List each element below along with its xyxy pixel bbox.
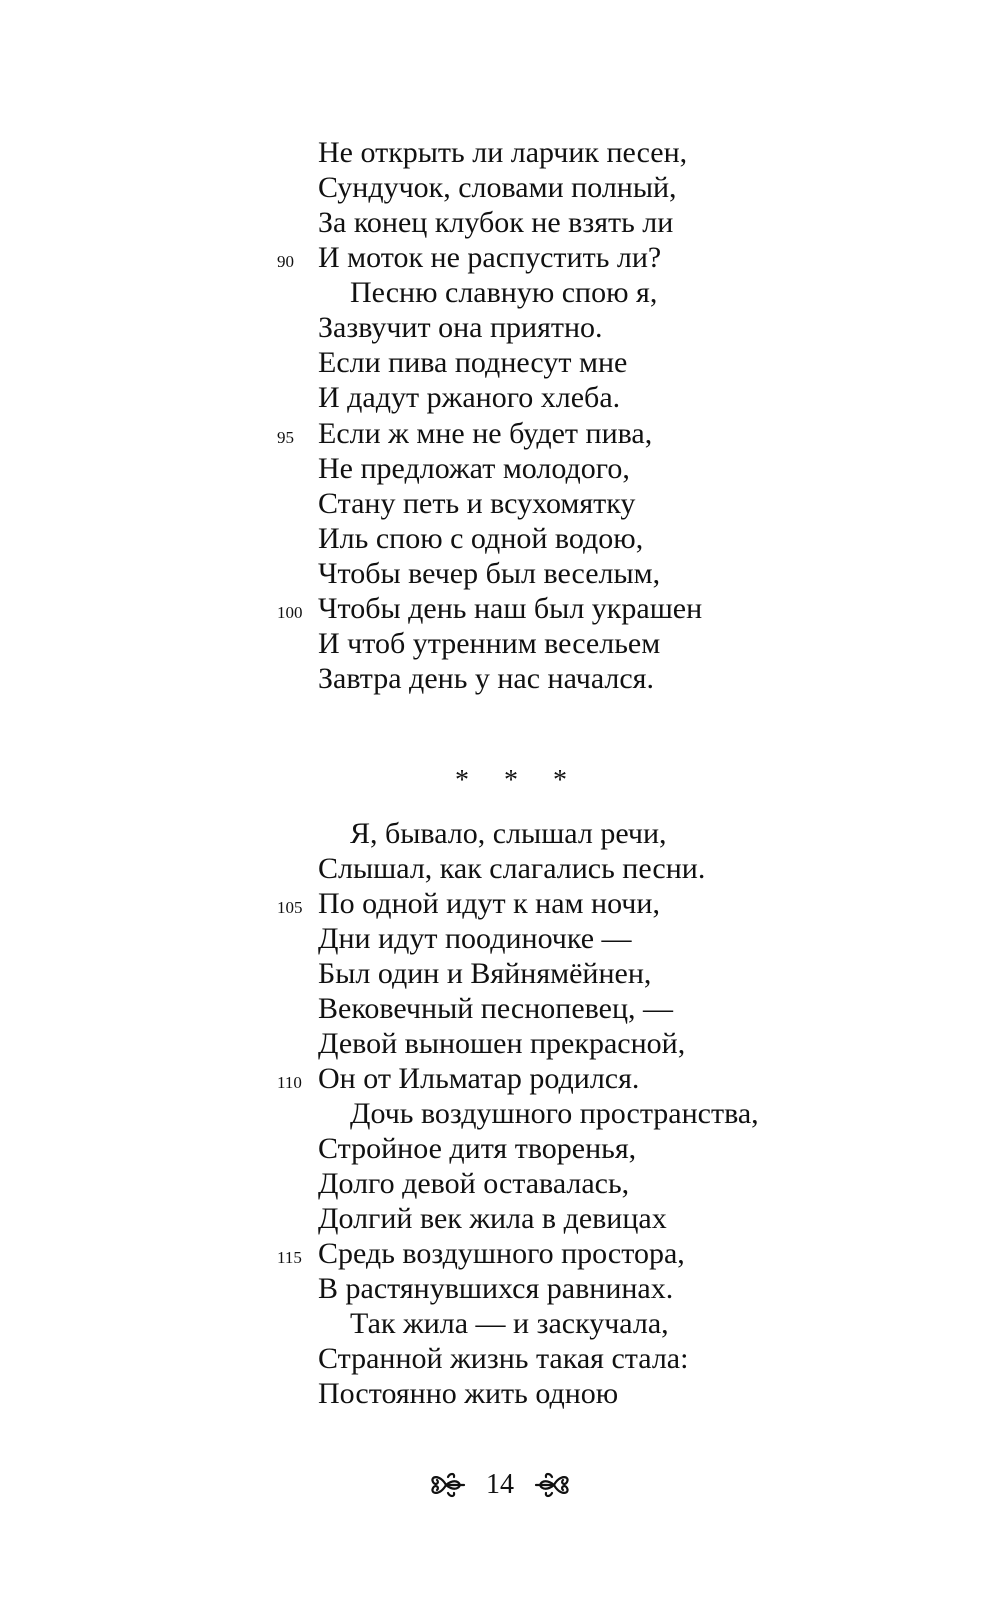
verse-line: И дадут ржаного хлеба. bbox=[318, 381, 621, 414]
verse-line: За конец клубок не взять ли bbox=[318, 206, 674, 239]
verse-line: Долго девой оставалась, bbox=[318, 1167, 630, 1200]
verse-line: Зазвучит она приятно. bbox=[318, 311, 603, 344]
line-number: 95 bbox=[277, 428, 294, 447]
verse-line: И чтоб утренним весельем bbox=[318, 627, 661, 660]
verse-line: Так жила — и заскучала, bbox=[350, 1307, 669, 1340]
verse-line: Странной жизнь такая стала: bbox=[318, 1342, 689, 1375]
verse-line: В растянувшихся равнинах. bbox=[318, 1272, 674, 1305]
verse-line: Он от Ильматар родился. bbox=[318, 1062, 640, 1095]
verse-line: Вековечный песнопевец, — bbox=[318, 992, 674, 1025]
line-number: 115 bbox=[277, 1248, 302, 1267]
fleuron-left-icon bbox=[426, 1468, 466, 1502]
verse-line: Сундучок, словами полный, bbox=[318, 171, 677, 204]
verse-line: Средь воздушного простора, bbox=[318, 1237, 685, 1270]
verse-line: Если ж мне не будет пива, bbox=[318, 417, 653, 450]
page-number: 14 bbox=[486, 1469, 514, 1500]
verse-line: Песню славную спою я, bbox=[350, 276, 658, 309]
verse-line: Чтобы день наш был украшен bbox=[318, 592, 703, 625]
verse-line: Стройное дитя творенья, bbox=[318, 1132, 637, 1165]
verse-line: Был один и Вяйнямёйнен, bbox=[318, 957, 652, 990]
verse-line: Долгий век жила в девицах bbox=[318, 1202, 667, 1235]
verse-line: Иль спою с одной водою, bbox=[318, 522, 644, 555]
line-number: 100 bbox=[277, 603, 303, 622]
verse-line: Я, бывало, слышал речи, bbox=[350, 817, 667, 850]
fleuron-right-icon bbox=[534, 1468, 574, 1502]
verse-line: Если пива поднесут мне bbox=[318, 346, 628, 379]
page-footer bbox=[0, 1465, 1000, 1505]
verse-line: Дочь воздушного пространства, bbox=[350, 1097, 759, 1130]
line-number: 90 bbox=[277, 252, 294, 271]
verse-line: Дни идут поодиночке — bbox=[318, 922, 632, 955]
verse-line: По одной идут к нам ночи, bbox=[318, 887, 660, 920]
verse-line: Чтобы вечер был веселым, bbox=[318, 557, 661, 590]
verse-line: Постоянно жить одною bbox=[318, 1377, 619, 1410]
verse-line: Не предложат молодого, bbox=[318, 452, 630, 485]
verse-line: Завтра день у нас начался. bbox=[318, 662, 654, 695]
line-number: 105 bbox=[277, 898, 303, 917]
verse-line: Стану петь и всухомятку bbox=[318, 487, 636, 520]
verse-line: Не открыть ли ларчик песен, bbox=[318, 136, 688, 169]
verse-line: Девой выношен прекрасной, bbox=[318, 1027, 686, 1060]
verse-line: И моток не распустить ли? bbox=[318, 241, 662, 274]
verse-line: Слышал, как слагались песни. bbox=[318, 852, 706, 885]
line-number: 110 bbox=[277, 1073, 302, 1092]
section-separator: * * * bbox=[455, 765, 581, 796]
